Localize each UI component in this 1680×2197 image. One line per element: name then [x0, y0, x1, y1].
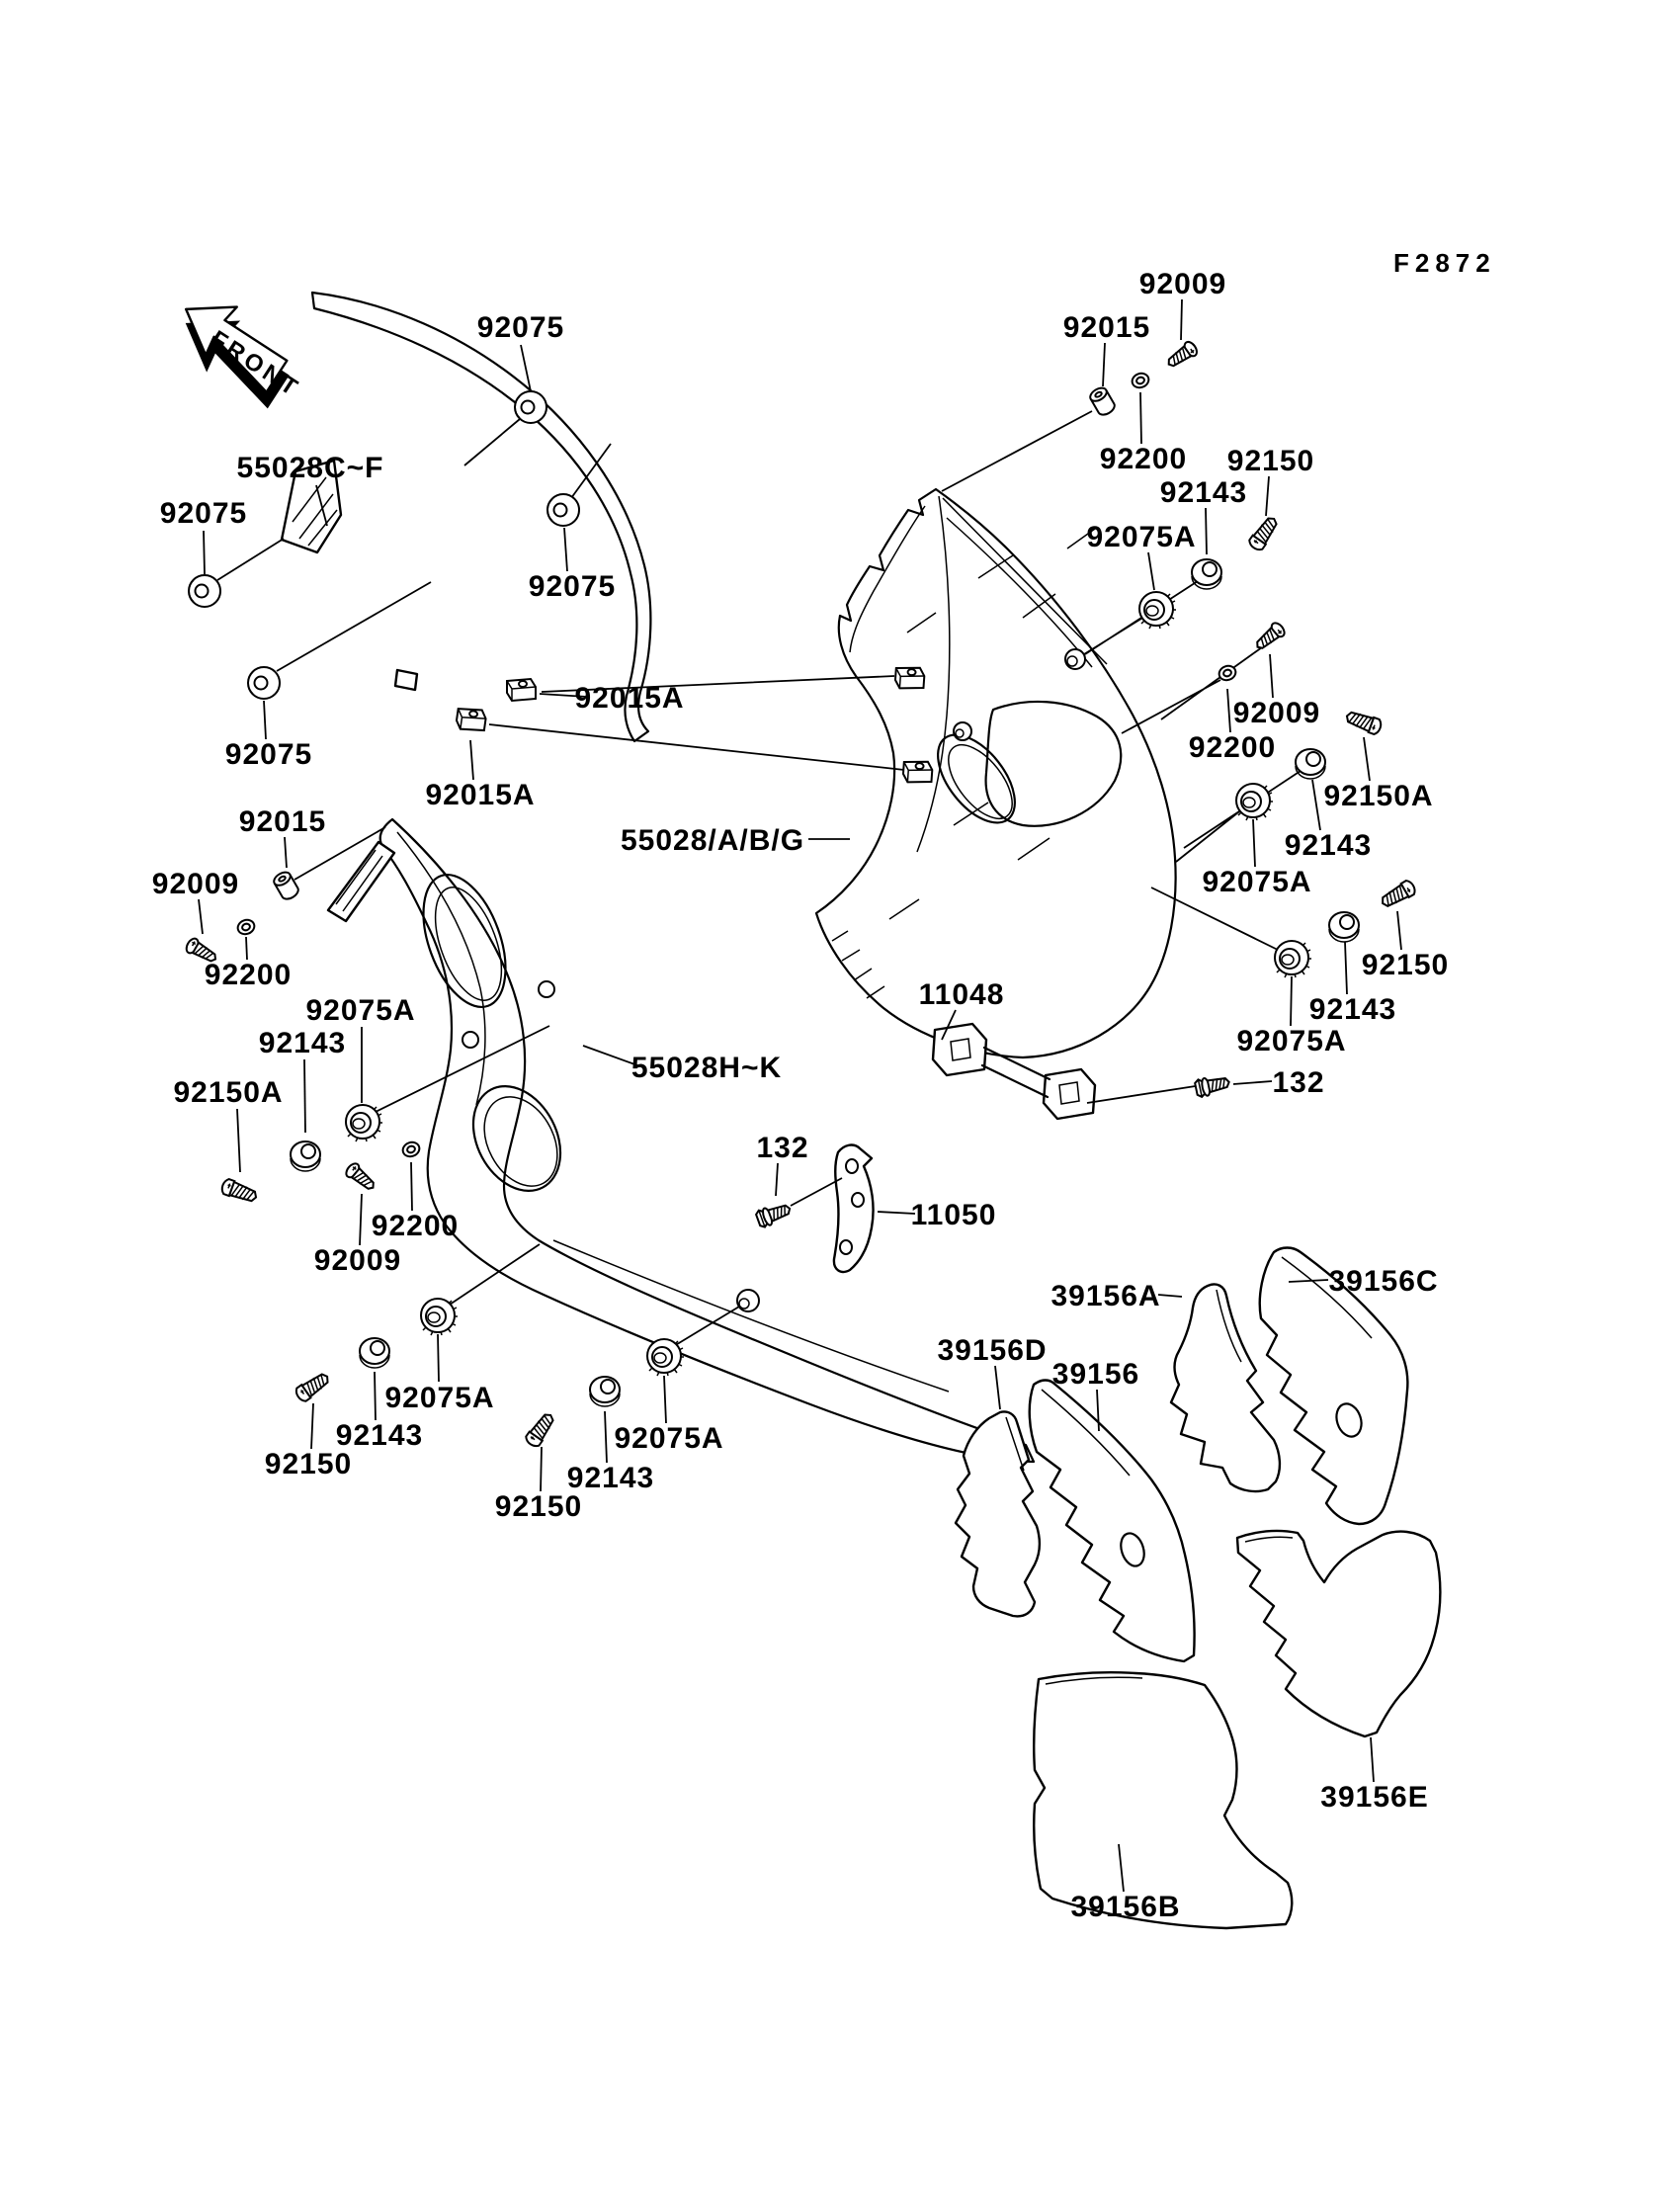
part-number-text: 92015 [238, 805, 327, 838]
leader-line [1364, 737, 1370, 781]
leader-line [1371, 1737, 1374, 1782]
part-number-text: 39156A [1050, 1280, 1161, 1312]
front-arrow-label: FRONT [206, 325, 305, 403]
part-number-text: 39156D [937, 1334, 1048, 1367]
part-number-text: 92150A [1323, 780, 1434, 812]
part-number-text: 92143 [566, 1462, 655, 1494]
part-number-text: 92150A [173, 1076, 284, 1109]
part-label-92150A-r [1323, 737, 1433, 812]
part-number-text: 92015A [425, 779, 536, 811]
clip-92015A [456, 707, 487, 732]
part-number-text: 92075A [1202, 866, 1312, 898]
pad-39156 [1030, 1381, 1195, 1662]
part-number-text: 92200 [1099, 443, 1188, 475]
nut-cap-92143 [1296, 749, 1325, 779]
nut-cap-92143 [1329, 912, 1359, 942]
part-number-text: 92143 [1159, 476, 1248, 509]
part-label-39156E [1320, 1737, 1428, 1814]
leader-line [1345, 942, 1347, 994]
nut-cap-92143 [1192, 559, 1221, 589]
part-number-text: 92143 [258, 1027, 347, 1059]
leader-line [264, 701, 266, 739]
leader-line [1181, 299, 1182, 340]
part-number-text: 92075A [614, 1422, 724, 1455]
part-number-text: 92075A [384, 1382, 495, 1414]
clip-92015A [894, 666, 924, 690]
grommet-ring-92075 [515, 391, 546, 423]
clip-92015A [507, 679, 536, 701]
part-label-92015A-1 [540, 682, 685, 715]
part-label-55028ABG [621, 824, 850, 857]
part-number-text: 92150 [1361, 949, 1450, 981]
leader-line [1148, 552, 1154, 590]
leader-line [1253, 819, 1255, 867]
part-number-text: 39156 [1051, 1358, 1140, 1391]
part-label-92009-r2 [1233, 654, 1320, 729]
part-label-132-r [1233, 1066, 1325, 1099]
collar-92015 [272, 870, 300, 901]
cowling-55028CF [282, 293, 650, 741]
clip-92015A [902, 760, 932, 784]
screw-pan-92150 [1247, 514, 1281, 551]
part-number-text: 92075 [224, 738, 313, 771]
figure-code: F2872 [1393, 248, 1496, 278]
part-number-text: 55028/A/B/G [620, 824, 805, 857]
part-number-text: 132 [1272, 1066, 1325, 1099]
leader-line [246, 937, 247, 960]
screw-pan-92150A [220, 1178, 259, 1205]
screw-pan-92150 [524, 1410, 557, 1448]
part-number-text: 92075 [528, 570, 617, 603]
grommet-rib-92075A [1275, 941, 1311, 977]
part-label-92075-left [160, 497, 247, 574]
part-label-92009-tr [1139, 268, 1226, 340]
leader-line [304, 1059, 305, 1133]
leader-line [605, 1411, 607, 1463]
leader-line [411, 1162, 412, 1211]
part-label-55028HK [583, 1046, 782, 1084]
screw-pan-92150 [1379, 879, 1417, 910]
leader-line [199, 899, 203, 934]
part-number-text: 92075A [305, 994, 416, 1027]
bolt-hex-132 [1195, 1073, 1231, 1098]
leader-line [1206, 508, 1207, 554]
bracket-11048 [933, 1024, 1095, 1119]
part-label-92150A-l [173, 1076, 283, 1172]
part-number-text: 92150 [264, 1448, 353, 1480]
part-number-text: 92075A [1086, 521, 1197, 553]
part-number-text: 39156B [1070, 1891, 1181, 1923]
leader-line [375, 1372, 376, 1420]
part-label-39156A [1050, 1280, 1182, 1312]
grommet-rib-92075A [1236, 784, 1273, 820]
screw-pan-92150A [1344, 709, 1383, 735]
leader-line [1103, 343, 1105, 386]
grommet-rib-92075A [1139, 592, 1176, 629]
nut-cap-92143 [291, 1141, 320, 1171]
leader-line [995, 1366, 1000, 1409]
part-label-92075A-b1 [384, 1334, 494, 1414]
cowling-55028ABG [816, 489, 1176, 1057]
part-number-text: 92015 [1062, 311, 1151, 344]
part-number-text: 92143 [1284, 829, 1373, 862]
part-label-92200-l2 [372, 1162, 459, 1242]
leader-line [564, 528, 567, 571]
part-label-92075A-b2 [614, 1376, 723, 1455]
part-label-92075-top [477, 311, 564, 391]
part-number-text: 39156C [1328, 1265, 1439, 1298]
leader-line [1270, 654, 1273, 698]
pad-39156D [956, 1411, 1040, 1616]
part-number-text: 92009 [1138, 268, 1227, 300]
screw-pan-92150 [294, 1370, 331, 1403]
part-number-text: 92015A [574, 682, 685, 715]
leader-line [1233, 1081, 1272, 1084]
part-number-text: 92075A [1236, 1025, 1347, 1057]
screw-oval-92009 [344, 1161, 378, 1194]
leader-line [541, 1447, 542, 1491]
part-number-text: 55028H~K [630, 1052, 783, 1084]
grommet-ring-92075 [189, 575, 220, 607]
part-number-text: 11048 [918, 978, 1005, 1011]
leader-line [1291, 976, 1292, 1026]
part-number-text: 92009 [151, 868, 240, 900]
part-number-text: 92150 [494, 1490, 583, 1523]
screw-oval-92009 [1252, 621, 1287, 653]
part-label-11050 [878, 1199, 996, 1231]
part-number-text: 55028C~F [236, 452, 384, 484]
leader-line [1140, 392, 1141, 444]
grommet-rib-92075A [647, 1339, 684, 1376]
front-arrow [164, 285, 318, 418]
part-number-text: 92009 [1232, 697, 1321, 729]
washer-92200 [236, 918, 257, 937]
leader-line [1227, 689, 1230, 732]
part-number-text: 92143 [1308, 993, 1397, 1026]
leader-line [664, 1376, 666, 1423]
leader-line [438, 1334, 439, 1382]
grommet-ring-92075 [547, 494, 579, 526]
pad-39156E [1237, 1531, 1440, 1736]
part-number-text: 132 [756, 1132, 809, 1164]
nut-cap-92143 [360, 1338, 389, 1368]
part-label-92015-left [239, 805, 326, 868]
grommet-rib-92075A [421, 1299, 458, 1335]
screw-oval-92009 [1164, 340, 1199, 371]
part-number-text: 92200 [1188, 731, 1277, 764]
bracket-11050 [834, 1145, 874, 1272]
part-label-132-c [756, 1132, 808, 1196]
leader-line [360, 1194, 362, 1245]
part-label-92075-low [225, 701, 312, 771]
leader-line [1397, 911, 1401, 950]
part-number-text: 92143 [335, 1419, 424, 1452]
leader-line [311, 1403, 313, 1449]
labels-layer [152, 268, 1449, 1923]
leader-line [776, 1163, 778, 1196]
bolt-hex-132 [755, 1200, 793, 1228]
part-number-text: 92200 [204, 959, 293, 991]
part-label-92200-left [205, 937, 292, 991]
part-number-text: 92009 [313, 1244, 402, 1277]
part-number-text: 11050 [910, 1199, 997, 1231]
cowling-55028CF-tab [395, 670, 417, 690]
washer-92200 [1131, 372, 1151, 390]
part-number-text: 39156E [1320, 1781, 1429, 1814]
nut-cap-92143 [590, 1377, 620, 1406]
part-number-text: 92075 [159, 497, 248, 530]
part-label-92150-r3 [1362, 911, 1449, 981]
part-number-text: 92075 [476, 311, 565, 344]
leader-line [237, 1109, 240, 1172]
washer-92200 [401, 1141, 422, 1159]
part-label-92015A-2 [425, 740, 535, 811]
grommet-ring-92075 [248, 667, 280, 699]
part-label-92075-mid [529, 528, 616, 603]
leader-line [285, 837, 287, 868]
part-number-text: 92200 [371, 1210, 460, 1242]
leader-line [1266, 476, 1269, 516]
part-number-text: 92150 [1226, 445, 1315, 477]
leader-line [204, 531, 205, 574]
leader-line [878, 1212, 915, 1214]
leader-line [1158, 1295, 1182, 1297]
leader-line [1312, 780, 1320, 830]
leader-line [470, 740, 473, 780]
part-label-92009-left [152, 868, 239, 934]
part-label-92075A-r1 [1086, 521, 1196, 590]
collar-92015 [1088, 385, 1117, 417]
